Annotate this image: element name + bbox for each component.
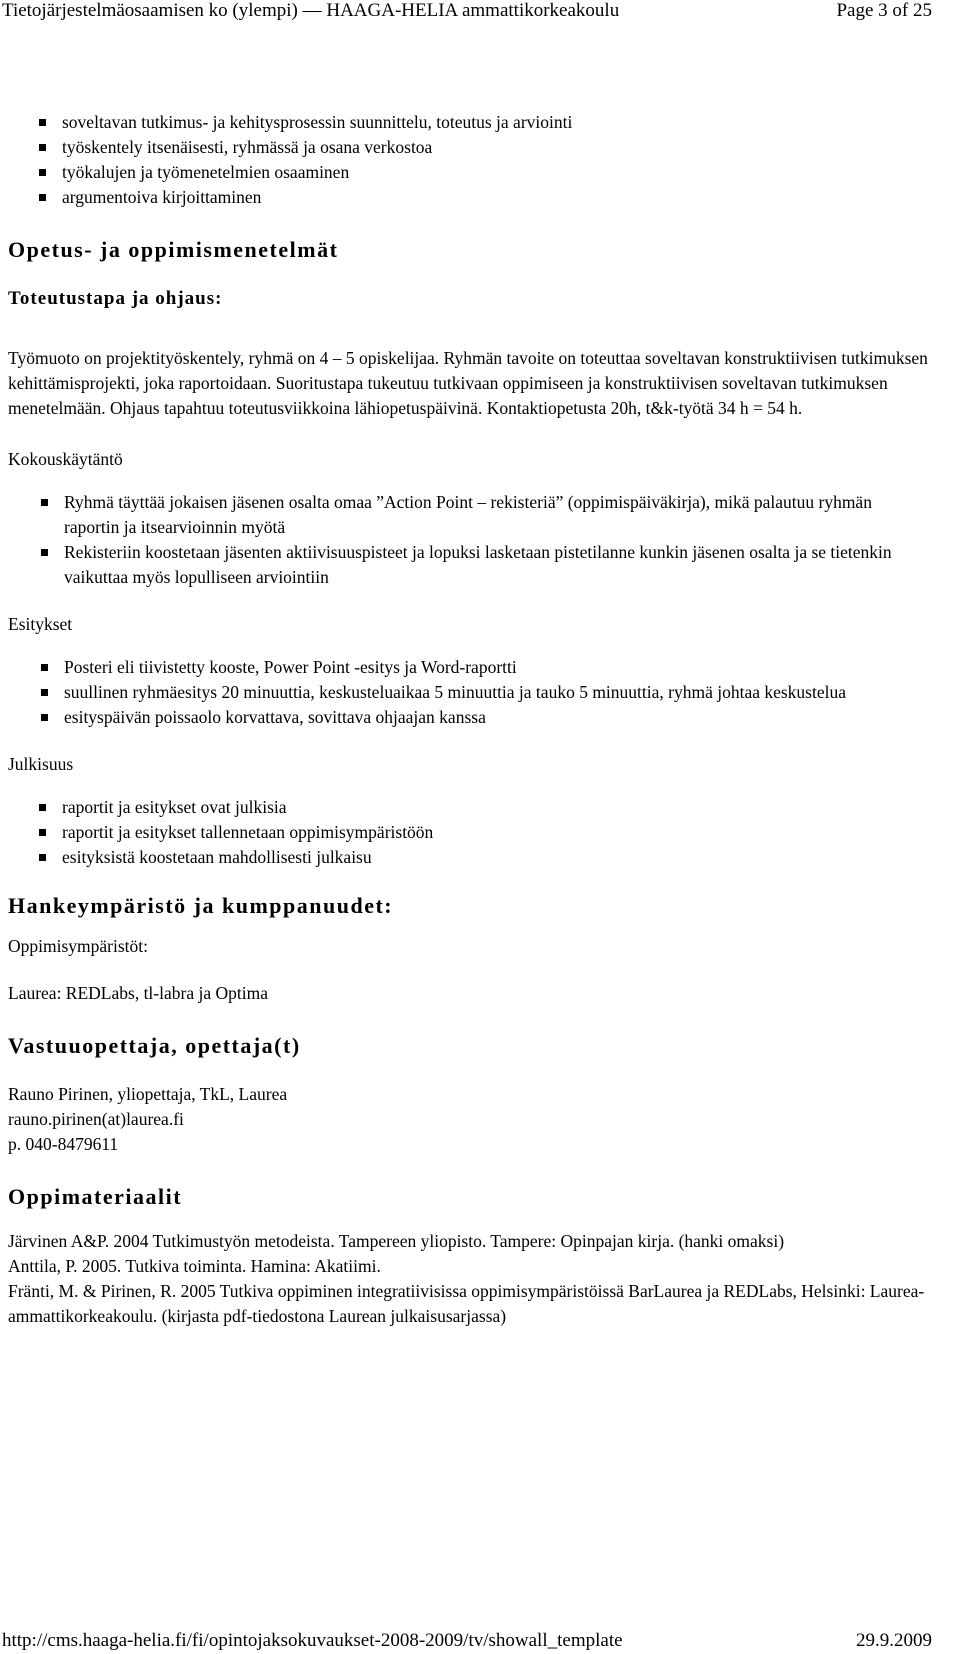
print-date: 29.9.2009	[856, 1630, 932, 1651]
square-bullet-icon	[39, 829, 46, 836]
list-item: Rekisteriin koostetaan jäsenten aktiivisuuspisteet ja lopuksi lasketaan pistetilanne kunkin jäsenen osalta ja se tietenkin vaikuttaa myös lopulliseen arviointiin	[8, 540, 928, 590]
list-item: esityspäivän poissaolo korvattava, sovittava ohjaajan kanssa	[8, 705, 928, 730]
document-title: Tietojärjestelmäosaamisen ko (ylempi) — HAAGA-HELIA ammattikorkeakoulu	[2, 0, 620, 21]
square-bullet-icon	[39, 854, 46, 861]
square-bullet-icon	[39, 169, 46, 176]
material-item: Anttila, P. 2005. Tutkiva toiminta. Hamina: Akatiimi.	[8, 1256, 381, 1276]
list-item: Posteri eli tiivistetty kooste, Power Point -esitys ja Word-raportti	[8, 655, 928, 680]
publicity-label: Julkisuus	[8, 754, 74, 774]
teacher-name: Rauno Pirinen, yliopettaja, TkL, Laurea	[8, 1084, 288, 1104]
square-bullet-icon	[39, 144, 46, 151]
list-item: raportit ja esitykset tallennetaan oppimisympäristöön	[8, 820, 928, 845]
list-item: argumentoiva kirjoittaminen	[8, 185, 928, 210]
square-bullet-icon	[41, 689, 48, 696]
list-item: Ryhmä täyttää jokaisen jäsenen osalta omaa ”Action Point – rekisteriä” (oppimispäiväkirja), mikä palautuu ryhmän raportin ja itsearvioinnin myötä	[8, 490, 928, 540]
environment-heading: Hankeympäristö ja kumppanuudet:	[8, 893, 394, 918]
material-item: Järvinen A&P. 2004 Tutkimustyön metodeista. Tampereen yliopisto. Tampere: Opinpajan kirja. (hanki omaksi)	[8, 1231, 785, 1251]
square-bullet-icon	[39, 804, 46, 811]
meeting-label: Kokouskäytäntö	[8, 449, 123, 469]
materials-heading: Oppimateriaalit	[8, 1184, 183, 1209]
list-item: suullinen ryhmäesitys 20 minuuttia, keskusteluaikaa 5 minuuttia ja tauko 5 minuuttia, ryhmä johtaa keskustelua	[8, 680, 928, 705]
square-bullet-icon	[39, 194, 46, 201]
list-item: työkalujen ja työmenetelmien osaaminen	[8, 160, 928, 185]
document-content	[8, 110, 928, 1329]
list-item: esityksistä koostetaan mahdollisesti julkaisu	[8, 845, 928, 870]
square-bullet-icon	[41, 549, 48, 556]
square-bullet-icon	[41, 664, 48, 671]
print-header	[0, 0, 960, 30]
list-item: työskentely itsenäisesti, ryhmässä ja osana verkostoa	[8, 135, 928, 160]
environment-label: Oppimisympäristöt:	[8, 936, 148, 956]
page-number: Page 3 of 25	[836, 0, 932, 21]
presentations-list	[8, 655, 928, 730]
teacher-heading: Vastuuopettaja, opettaja(t)	[8, 1033, 301, 1058]
skills-list	[8, 110, 928, 210]
page-url: http://cms.haaga-helia.fi/fi/opintojaksokuvaukset-2008-2009/tv/showall_template	[2, 1630, 623, 1651]
presentations-label: Esitykset	[8, 614, 73, 634]
teacher-phone: p. 040-8479611	[8, 1134, 119, 1154]
material-item: Fränti, M. & Pirinen, R. 2005 Tutkiva oppiminen integratiivisissa oppimisympäristöissä BarLaurea ja REDLabs, Helsinki: Laurea-ammattikorkeakoulu. (kirjasta pdf-tiedostona Laurean julkaisusarjassa)	[8, 1281, 925, 1326]
methods-subheading: Toteutustapa ja ohjaus:	[8, 288, 223, 309]
list-item: soveltavan tutkimus- ja kehitysprosessin suunnittelu, toteutus ja arviointi	[8, 110, 928, 135]
square-bullet-icon	[39, 119, 46, 126]
square-bullet-icon	[41, 499, 48, 506]
methods-heading: Opetus- ja oppimismenetelmät	[8, 237, 339, 262]
print-footer	[0, 1630, 960, 1654]
meeting-list	[8, 490, 928, 590]
square-bullet-icon	[41, 714, 48, 721]
environment-value: Laurea: REDLabs, tl-labra ja Optima	[8, 983, 268, 1003]
methods-paragraph: Työmuoto on projektityöskentely, ryhmä on 4 – 5 opiskelijaa. Ryhmän tavoite on toteuttaa soveltavan konstruktiivisen tutkimuksen kehittämisprojekti, joka raportoidaan. Suoritustapa tukeutuu tutkivaan oppimiseen ja konstruktiivisen soveltavan tutkimuksen menetelmään. Ohjaus tapahtuu toteutusviikkoina lähiopetuspäivinä. Kontaktiopetusta 20h, t&k-työtä 34 h = 54 h.	[8, 348, 928, 418]
teacher-email: rauno.pirinen(at)laurea.fi	[8, 1109, 184, 1129]
list-item: raportit ja esitykset ovat julkisia	[8, 795, 928, 820]
publicity-list	[8, 795, 928, 870]
